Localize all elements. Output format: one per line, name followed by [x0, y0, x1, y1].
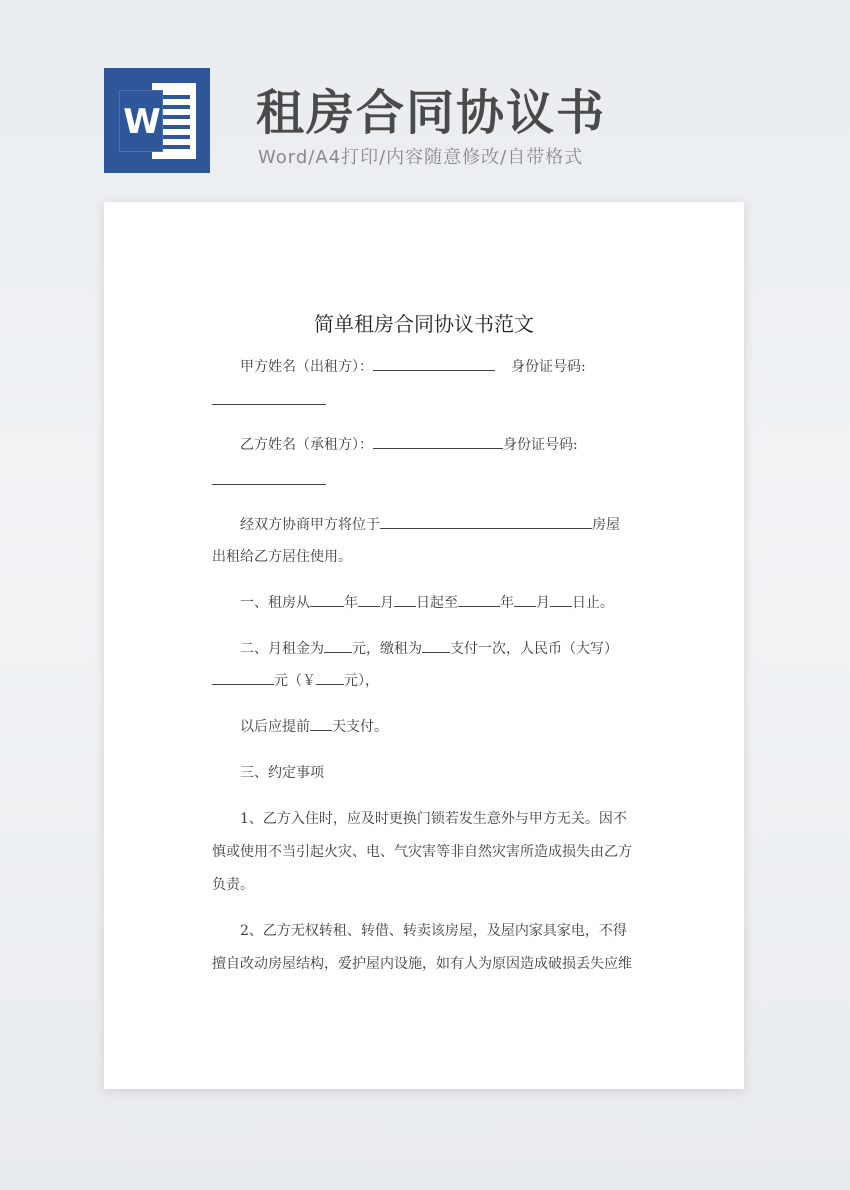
term-year1: 年	[344, 595, 358, 611]
page-subtitle: Word/A4打印/内容随意修改/自带格式	[258, 147, 584, 168]
start-year-blank	[310, 588, 344, 607]
party-a-id-blank	[212, 404, 326, 405]
party-a-id-label: 身份证号码:	[511, 359, 586, 375]
term-month1: 月	[380, 595, 394, 611]
party-b-id-blank	[212, 484, 326, 485]
rent-cycle-blank	[422, 634, 450, 653]
party-b-label: 乙方姓名（承租方）：	[240, 437, 373, 453]
term-year2: 年	[500, 595, 514, 611]
item-1-line-2: 慎或使用不当引起火灾、电、气灾害等非自然灾害所造成损失由乙方	[212, 844, 632, 860]
item-1-line-1	[212, 802, 636, 836]
intro-prefix: 经双方协商甲方将位于	[240, 517, 380, 533]
address-blank	[380, 510, 592, 529]
term-line	[212, 586, 636, 620]
word-app-icon	[104, 68, 210, 173]
rent-line2-yuan: 元（￥	[274, 673, 316, 689]
item-1-text-1: 1、乙方入住时，应及时更换门锁若发生意外与甲方无关。因不	[240, 811, 627, 827]
rent-yuan: 元，缴租为	[352, 641, 422, 657]
word-letter-badge	[119, 90, 163, 152]
advance-days-blank	[310, 712, 332, 731]
term-day1: 日起至	[416, 595, 458, 611]
rent-amount-blank	[324, 634, 352, 653]
item-2-line-2: 擅自改动房屋结构，爱护屋内设施，如有人为原因造成破损丢失应维	[212, 956, 632, 972]
rent-cycle: 支付一次，人民币（大写）	[450, 641, 618, 657]
party-a-label: 甲方姓名（出租方）：	[240, 359, 373, 375]
start-month-blank	[358, 588, 380, 607]
advance-line	[212, 710, 636, 744]
rent-line-1	[212, 632, 636, 666]
party-b-name-blank	[373, 430, 503, 449]
item-2-text-1: 2、乙方无权转租、转借、转卖该房屋，及屋内家具家电，不得	[240, 923, 627, 939]
item-1-line-3: 负责。	[212, 877, 254, 893]
advance-prefix: 以后应提前	[240, 719, 310, 735]
party-a-line	[212, 350, 636, 384]
rent-capital-blank	[212, 666, 274, 685]
rent-line-2	[212, 664, 636, 698]
end-year-blank	[458, 588, 500, 607]
end-day-blank	[550, 588, 572, 607]
word-letter: W	[123, 102, 161, 142]
section-3-heading	[212, 756, 636, 790]
document-title: 简单租房合同协议书范文	[314, 312, 534, 336]
party-a-name-blank	[373, 352, 495, 371]
end-month-blank	[514, 588, 536, 607]
term-prefix: 一、租房从	[240, 595, 310, 611]
rent-prefix: 二、月租金为	[240, 641, 324, 657]
term-day2: 日止。	[572, 595, 614, 611]
rent-number-blank	[316, 666, 344, 685]
party-b-line	[212, 428, 636, 462]
party-b-id-label: 身份证号码:	[503, 437, 578, 453]
section-3-text: 三、约定事项	[240, 765, 324, 781]
intro-line-2: 出租给乙方居住使用。	[212, 549, 352, 565]
start-day-blank	[394, 588, 416, 607]
advance-suffix: 天支付。	[332, 719, 388, 735]
rent-line2-end: 元），	[344, 673, 379, 689]
item-2-line-1	[212, 914, 636, 948]
document-page	[104, 202, 744, 1089]
page-title: 租房合同协议书	[256, 85, 607, 141]
intro-line-1	[212, 508, 636, 542]
intro-suffix: 房屋	[592, 517, 620, 533]
term-month2: 月	[536, 595, 550, 611]
